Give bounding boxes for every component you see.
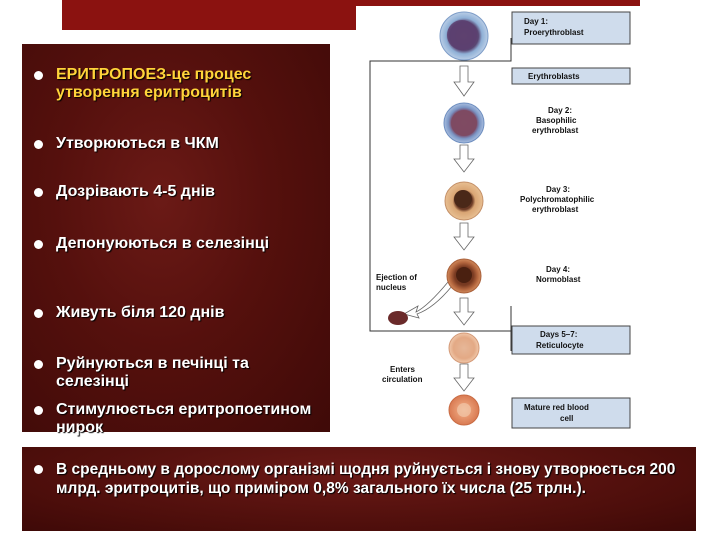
cell-mature-rbc — [449, 395, 479, 425]
left-text-panel — [22, 44, 330, 436]
bullet-lifespan: Живуть біля 120 днів — [34, 304, 324, 322]
cell-reticulocyte — [449, 333, 479, 363]
svg-text:Day 2:: Day 2: — [548, 106, 573, 115]
svg-text:nucleus: nucleus — [376, 283, 407, 292]
label-box-reticulocyte — [512, 326, 630, 354]
svg-text:Proerythroblast: Proerythroblast — [524, 28, 584, 37]
cell-basophilic-erythroblast — [444, 103, 484, 143]
svg-text:Ejection of: Ejection of — [376, 273, 417, 282]
bullet-formation-site: Утворюються в ЧКМ — [34, 135, 324, 153]
label-box-mature-rbc — [512, 398, 630, 428]
bullet-storage: Депонуюються в селезінці — [34, 235, 324, 253]
svg-text:circulation: circulation — [382, 375, 423, 384]
cell-normoblast — [447, 259, 481, 293]
svg-text:Day 4:: Day 4: — [546, 265, 571, 274]
bullet-daily-turnover: В средньому в дорослому організмі щодня руйнується і знову утворюється 200 млрд. эритроцитів, що приміром 0,8% загального їх числа (25 трлн.). — [34, 460, 684, 498]
bullet-maturation-time: Дозрівають 4-5 днів — [34, 183, 324, 201]
bullet-destruction: Руйнуються в печінці та селезінці — [34, 355, 324, 391]
label-box-erythroblasts — [512, 68, 630, 84]
svg-text:Day 3:: Day 3: — [546, 185, 571, 194]
bullet-stimulation: Стимулюється еритропоетином нирок — [34, 401, 324, 437]
svg-text:erythroblast: erythroblast — [532, 126, 579, 135]
ejected-nucleus — [388, 311, 408, 325]
svg-text:Erythroblasts: Erythroblasts — [528, 72, 580, 81]
svg-text:Day 1:: Day 1: — [524, 17, 549, 26]
svg-text:cell: cell — [560, 414, 574, 423]
svg-text:Mature red blood: Mature red blood — [524, 403, 589, 412]
label-box-day1 — [512, 12, 630, 44]
svg-text:Enters: Enters — [390, 365, 415, 374]
svg-text:Basophilic: Basophilic — [536, 116, 577, 125]
bullet-erythropoiesis-definition: ЕРИТРОПОЕЗ-це процес утворення еритроцитів — [34, 66, 324, 102]
bottom-text-panel — [22, 447, 696, 531]
svg-text:Reticulocyte: Reticulocyte — [536, 341, 584, 350]
svg-text:Days 5–7:: Days 5–7: — [540, 330, 578, 339]
cell-polychromatophilic-erythroblast — [445, 182, 483, 220]
svg-text:erythroblast: erythroblast — [532, 205, 579, 214]
erythropoiesis-diagram — [356, 6, 640, 436]
svg-text:Normoblast: Normoblast — [536, 275, 581, 284]
svg-text:Polychromatophilic: Polychromatophilic — [520, 195, 595, 204]
cell-proerythroblast — [440, 12, 488, 60]
